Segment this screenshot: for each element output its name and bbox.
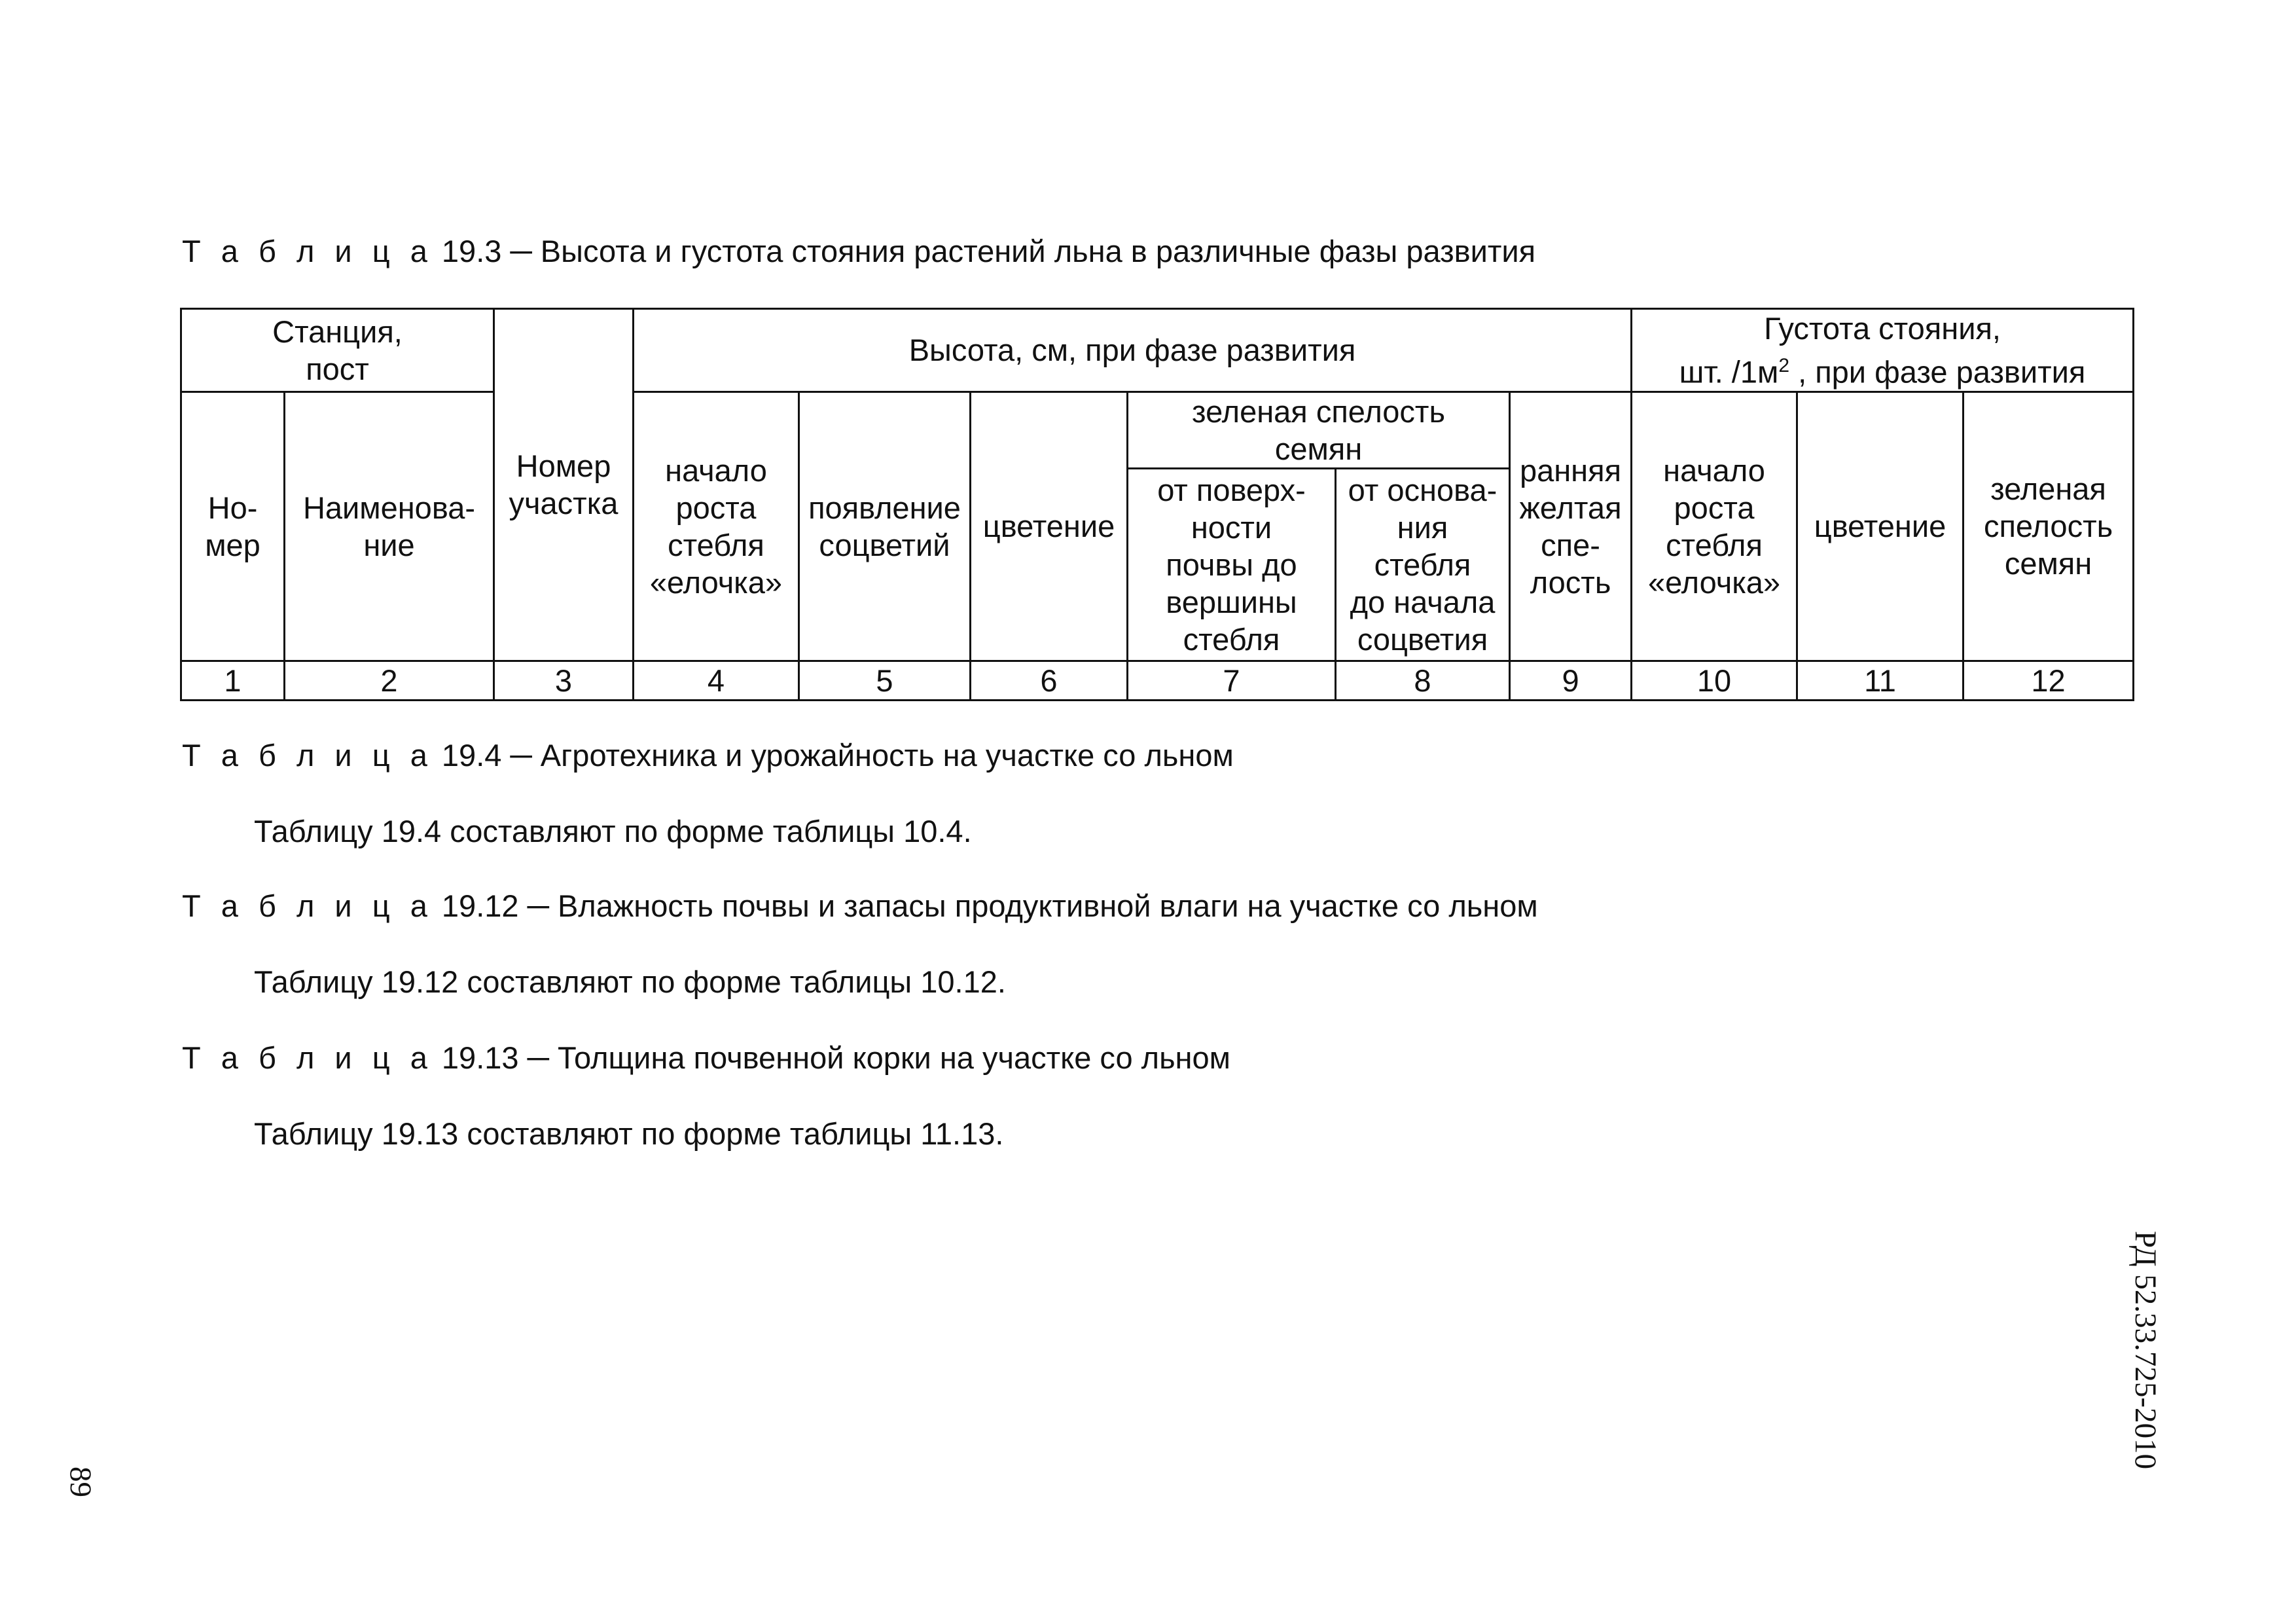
col-number-5: 5: [799, 661, 971, 700]
caption-lead: Т а б л и ц а: [182, 234, 433, 268]
table-19-13-note: Таблицу 19.13 составляют по форме таблицы 11.13.: [254, 1116, 1004, 1151]
caption-lead: Т а б л и ц а: [182, 738, 433, 773]
header-density-line2-post: , при фазе развития: [1789, 354, 2086, 390]
caption-lead: Т а б л и ц а: [182, 888, 433, 923]
header-d-stem-start: начало роста стебля «елочка»: [1632, 392, 1797, 661]
header-h-early-yellow: ранняя желтая спе- лость: [1510, 392, 1632, 661]
caption-text: 19.3 ─ Высота и густота стояния растений льна в различные фазы развития: [433, 234, 1536, 268]
header-density-sup: 2: [1778, 355, 1790, 376]
header-station: Станция, пост: [181, 309, 494, 392]
header-density-line1: Густота стояния,: [1764, 311, 2001, 346]
col-number-6: 6: [971, 661, 1128, 700]
table-19-3: [180, 308, 2134, 701]
table-19-12-caption: [182, 888, 1538, 924]
table-19-13-caption: [182, 1040, 1230, 1076]
caption-lead: Т а б л и ц а: [182, 1040, 433, 1075]
caption-text: 19.4 ─ Агротехника и урожайность на участке со льном: [433, 738, 1234, 773]
header-h-flowering: цветение: [971, 392, 1128, 661]
header-h-from-base: от основа- ния стебля до начала соцветия: [1336, 468, 1510, 661]
header-number: Но- мер: [181, 392, 285, 661]
col-number-8: 8: [1336, 661, 1510, 700]
col-number-3: 3: [494, 661, 634, 700]
header-d-green-ripeness: зеленая спелость семян: [1964, 392, 2134, 661]
header-h-from-soil: от поверх- ности почвы до вершины стебля: [1128, 468, 1336, 661]
col-number-4: 4: [634, 661, 799, 700]
caption-text: 19.13 ─ Толщина почвенной корки на участке со льном: [433, 1040, 1230, 1075]
col-number-1: 1: [181, 661, 285, 700]
header-plot-number: Номер участка: [494, 309, 634, 661]
col-number-2: 2: [285, 661, 494, 700]
table-19-3-caption: [182, 233, 1535, 270]
col-number-10: 10: [1632, 661, 1797, 700]
table-19-12-note: Таблицу 19.12 составляют по форме таблицы 10.12.: [254, 964, 1006, 999]
header-d-flowering: цветение: [1797, 392, 1964, 661]
header-density: [1632, 309, 2134, 392]
header-h-stem-start: начало роста стебля «елочка»: [634, 392, 799, 661]
col-number-12: 12: [1964, 661, 2134, 700]
header-h-green-ripeness: зеленая спелость семян: [1128, 392, 1510, 468]
table-19-4-caption: [182, 737, 1234, 774]
header-name: Наименова- ние: [285, 392, 494, 661]
header-density-line2-pre: шт. /1м: [1679, 354, 1779, 390]
col-number-11: 11: [1797, 661, 1964, 700]
caption-text: 19.12 ─ Влажность почвы и запасы продуктивной влаги на участке со льном: [433, 888, 1538, 923]
page-number: 89: [63, 1467, 98, 1497]
table-19-4-note: Таблицу 19.4 составляют по форме таблицы 10.4.: [254, 814, 972, 848]
document-code: РД 52.33.725-2010: [2128, 1231, 2162, 1470]
header-h-inflorescence: появление соцветий: [799, 392, 971, 661]
header-height: Высота, см, при фазе развития: [634, 309, 1632, 392]
col-number-9: 9: [1510, 661, 1632, 700]
col-number-7: 7: [1128, 661, 1336, 700]
